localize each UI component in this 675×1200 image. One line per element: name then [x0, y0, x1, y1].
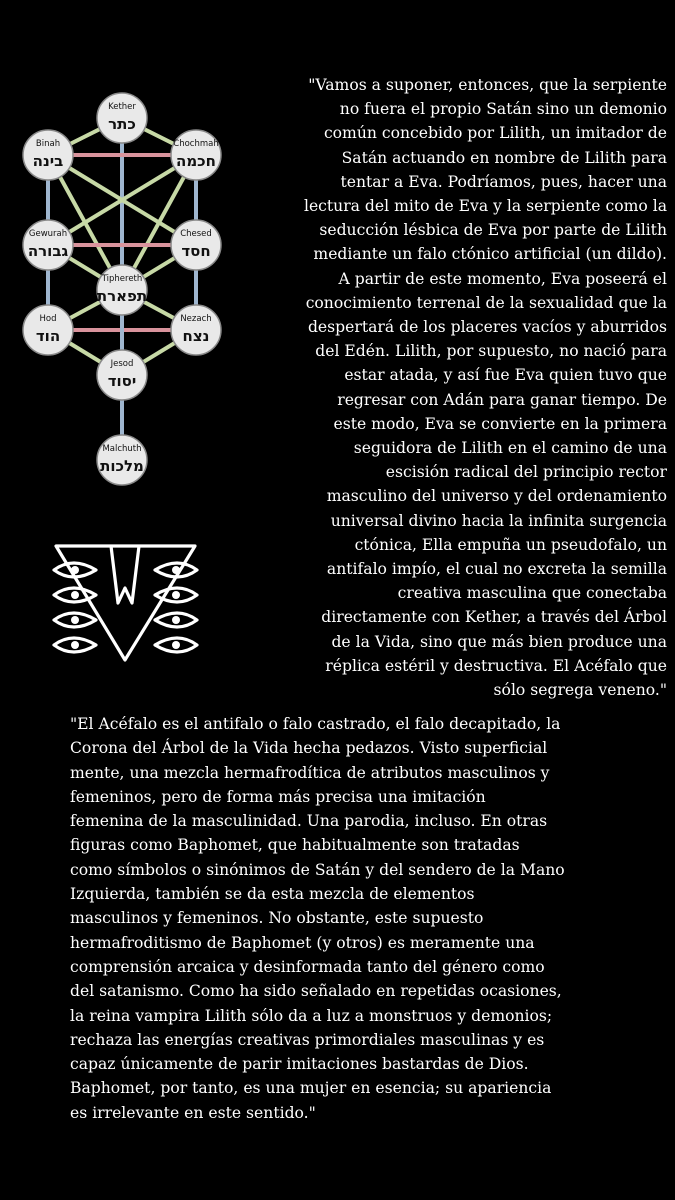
sephirah-node: [97, 265, 147, 315]
quote-line: hermafroditismo de Baphomet (y otros) es meramente una: [70, 933, 535, 952]
sephirah-hebrew: כתר: [108, 115, 136, 133]
sephirah-hebrew: גבורה: [27, 242, 69, 260]
sephirah-node: [171, 305, 221, 355]
quote-line: femenina de la masculinidad. Una parodia, incluso. En otras: [70, 812, 548, 831]
quote-line: mente, una mezcla hermafrodítica de atributos masculinos y: [70, 763, 550, 782]
sephirah-hebrew: נצח: [182, 327, 210, 345]
quote-line: del Edén. Lilith, por supuesto, no nació para: [315, 342, 667, 361]
sephirah-hebrew: תפארת: [96, 287, 148, 305]
quote-line: mediante un falo ctónico artificial (un dildo).: [313, 245, 667, 264]
quote-line: masculinos y femeninos. No obstante, este supuesto: [70, 909, 484, 928]
quote-line: despertará de los placeres vacíos y aburridos: [307, 318, 667, 337]
sephirah-name: Hod: [39, 314, 57, 324]
sephirah-node: [97, 435, 147, 485]
quote-line: de la Vida, sino que más bien produce una: [331, 632, 667, 651]
quote-line: Baphomet, por tanto, es una mujer en esencia; su apariencia: [70, 1079, 552, 1098]
quote-line: "El Acéfalo es el antifalo o falo castrado, el falo decapitado, la: [70, 715, 561, 733]
sephirah-name: Nezach: [180, 314, 212, 324]
quote-one: [255, 73, 667, 702]
quote-line: creativa masculina que conectaba: [397, 584, 667, 603]
sephirah-name: Gewurah: [28, 229, 68, 239]
quote-line: tentar a Eva. Podríamos, pues, hacer una: [340, 172, 667, 191]
tree-of-life-diagram: [0, 75, 250, 500]
quote-line: seguidora de Lilith en el camino de una: [353, 439, 667, 458]
sephirah-hebrew: מלכות: [100, 457, 144, 475]
quote-line: este modo, Eva se convierte en la primera: [333, 414, 667, 433]
quote-line: estar atada, y así fue Eva quien tuvo que: [344, 366, 667, 385]
quote-line: conocimiento terrenal de la sexualidad que la: [305, 293, 667, 312]
quote-line: Satán actuando en nombre de Lilith para: [341, 148, 667, 167]
quote-line: lectura del mito de Eva y la serpiente como la: [303, 197, 667, 216]
sephirah-name: Chochmah: [173, 139, 219, 149]
seele-seal-icon: [48, 538, 203, 663]
quote-line: es irrelevante en este sentido.": [70, 1103, 316, 1122]
quote-line: comprensión arcaica y desinformada tanto del género como: [70, 957, 545, 976]
quote-line: ctónica, Ella empuña un pseudofalo, un: [354, 535, 667, 554]
quote-line: no fuera el propio Satán sino un demonio: [339, 100, 667, 119]
quote-line: como símbolos o sinónimos de Satán y del sendero de la Mano: [70, 860, 565, 879]
sephirah-hebrew: חסד: [181, 242, 211, 260]
sephirah-name: Binah: [35, 139, 61, 149]
sephirah-node: [171, 130, 221, 180]
sephirah-hebrew: הוד: [35, 327, 61, 345]
quote-line: Izquierda, también se da esta mezcla de elementos: [70, 885, 475, 904]
quote-line: rechaza las energías creativas primordiales masculinas y es: [70, 1030, 545, 1049]
sephirah-node: [23, 305, 73, 355]
quote-two: [70, 712, 660, 1125]
sephirah-hebrew: יסוד: [107, 372, 137, 390]
quote-line: figuras como Baphomet, que habitualmente son tratadas: [70, 836, 520, 855]
sephirah-node: [171, 220, 221, 270]
quote-line: capaz únicamente de parir imitaciones bastardas de Dios.: [70, 1055, 529, 1074]
quote-line: masculino del universo y del ordenamiento: [326, 487, 667, 506]
quote-line: la reina vampira Lilith sólo da a luz a monstruos y demonios;: [70, 1006, 553, 1025]
quote-line: del satanismo. Como ha sido señalado en repetidas ocasiones,: [70, 982, 562, 1001]
quote-line: Corona del Árbol de la Vida hecha pedazos. Visto superficial: [70, 739, 548, 758]
quote-line: escisión radical del principio rector: [385, 463, 667, 482]
quote-line: femeninos, pero de forma más precisa una imitación: [70, 787, 486, 806]
sephirah-node: [97, 93, 147, 143]
quote-line: sólo segrega veneno.": [493, 681, 667, 700]
sephirah-name: Jesod: [110, 359, 134, 369]
quote-line: antifalo impío, el cual no excreta la semilla: [326, 560, 667, 579]
quote-line: "Vamos a suponer, entonces, que la serpiente: [308, 76, 667, 94]
sephirah-node: [23, 130, 73, 180]
quote-line: común concebido por Lilith, un imitador de: [323, 124, 667, 143]
sephirah-name: Kether: [108, 102, 136, 112]
sephirah-name: Malchuth: [102, 444, 142, 454]
sephirah-hebrew: חכמה: [176, 152, 216, 170]
quote-line: seducción lésbica de Eva por parte de Lilith: [319, 221, 667, 240]
sephirah-name: Tiphereth: [101, 274, 143, 284]
quote-line: regresar con Adán para ganar tiempo. De: [337, 390, 667, 409]
quote-line: directamente con Kether, a través del Árbol: [321, 608, 667, 627]
sephirah-hebrew: בינה: [32, 152, 64, 170]
sephirah-node: [97, 350, 147, 400]
quote-line: universal divino hacia la infinita surgencia: [330, 511, 667, 530]
quote-line: A partir de este momento, Eva poseerá el: [338, 269, 667, 288]
sephirah-node: [23, 220, 73, 270]
sephirah-name: Chesed: [180, 229, 212, 239]
quote-line: réplica estéril y destructiva. El Acéfalo que: [325, 656, 667, 675]
